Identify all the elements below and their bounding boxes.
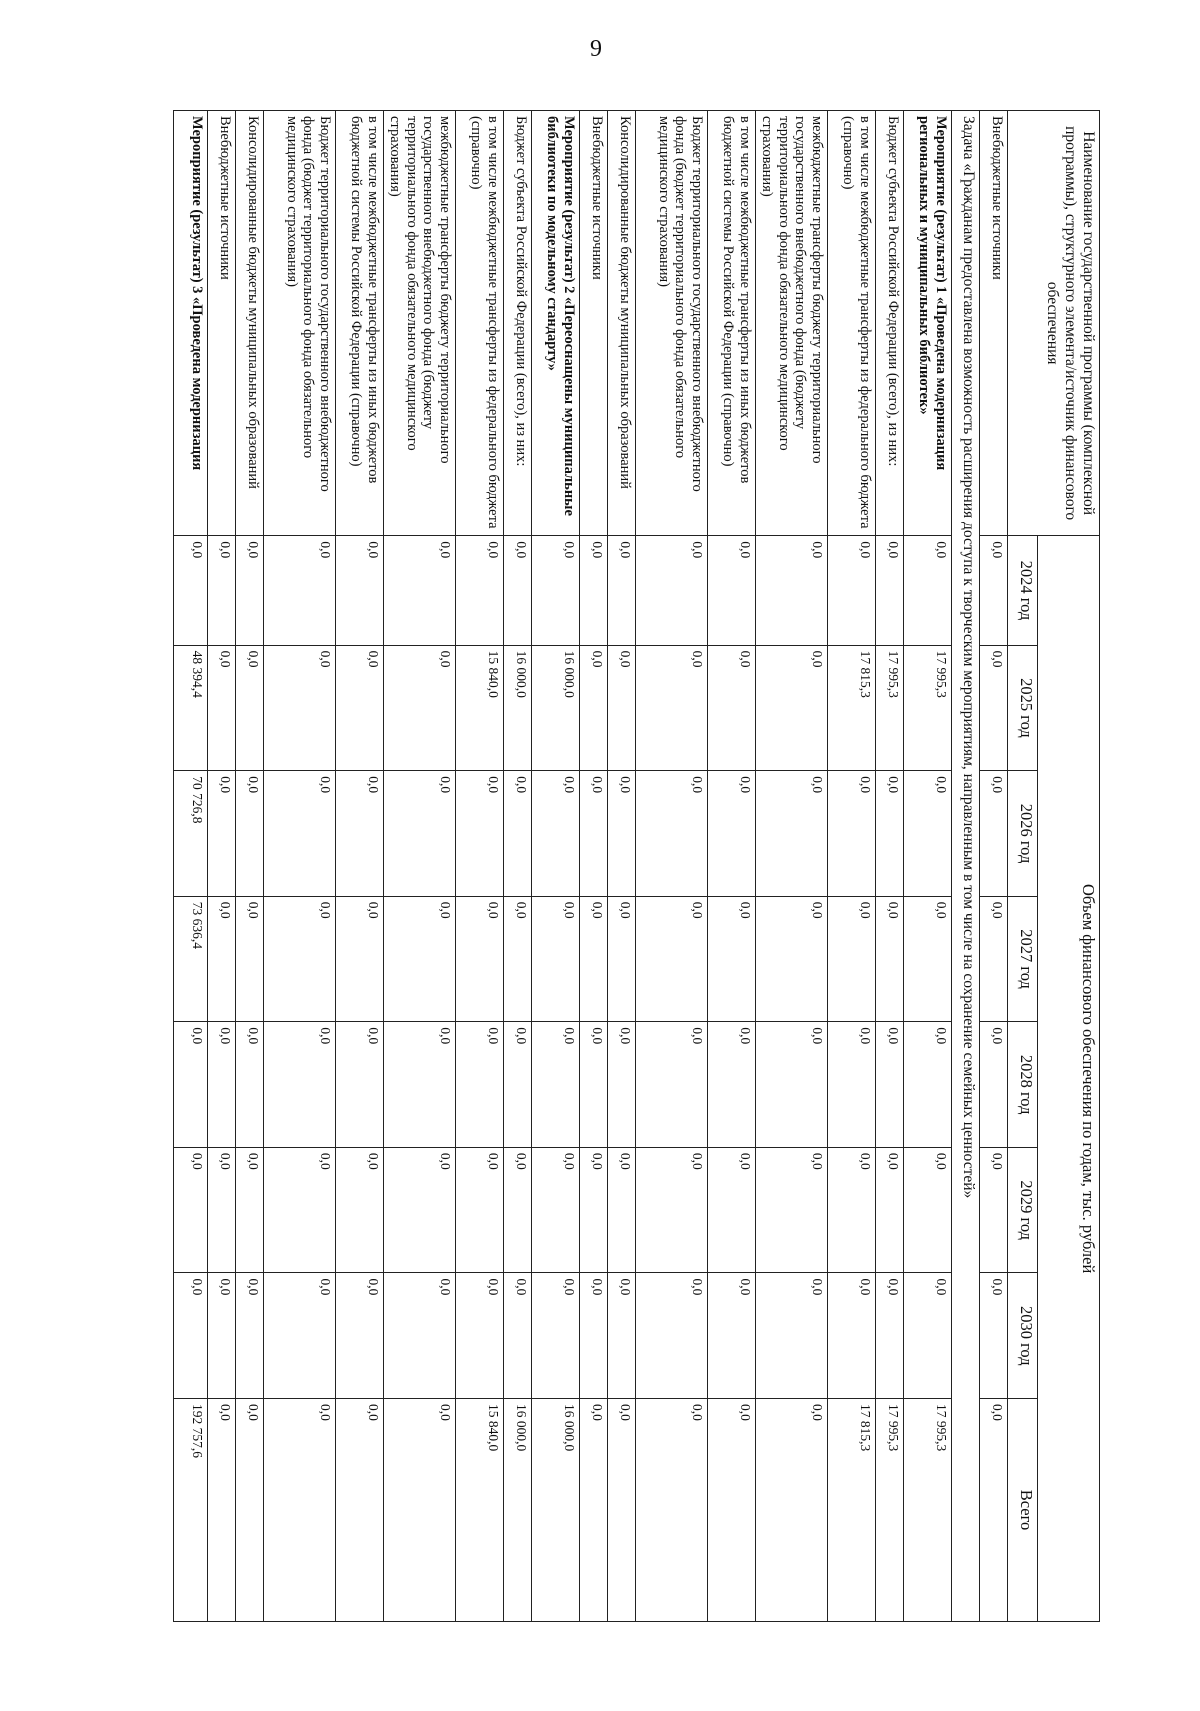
value-cell: 0,0 (980, 1273, 1008, 1399)
value-cell: 0,0 (236, 771, 264, 897)
value-cell: 0,0 (828, 1273, 876, 1399)
value-cell: 0,0 (384, 1273, 456, 1399)
value-cell: 0,0 (208, 1273, 236, 1399)
value-cell: 0,0 (608, 896, 636, 1022)
table-row (336, 111, 384, 1622)
value-cell: 0,0 (708, 1022, 756, 1148)
value-cell: 0,0 (708, 1147, 756, 1273)
header-year: 2026 год (1008, 771, 1038, 897)
row-label: межбюджетные трансферты бюджету территориального государственного внебюджетного фонда (бюджету территориального фонда обязательного медицинского страхования) (756, 111, 828, 536)
value-cell: 0,0 (876, 536, 904, 645)
task-row-label: Задача «Гражданам предоставлена возможность расширения доступа к творческим мероприятиям, направленным в том числе на сохранение семейных ценностей» (952, 111, 980, 1622)
value-cell: 0,0 (580, 1022, 608, 1148)
value-cell: 0,0 (264, 1147, 336, 1273)
value-cell: 0,0 (608, 1399, 636, 1622)
value-cell: 0,0 (708, 771, 756, 897)
table-row (456, 111, 504, 1622)
value-cell: 0,0 (208, 536, 236, 645)
value-cell: 0,0 (636, 771, 708, 897)
table-row (636, 111, 708, 1622)
value-cell: 0,0 (828, 771, 876, 897)
value-cell: 0,0 (904, 1147, 952, 1273)
value-cell: 17 995,3 (904, 1399, 952, 1622)
value-cell: 0,0 (532, 896, 580, 1022)
value-cell: 0,0 (580, 645, 608, 771)
value-cell: 0,0 (828, 896, 876, 1022)
value-cell: 0,0 (174, 536, 208, 645)
value-cell: 0,0 (336, 1022, 384, 1148)
value-cell: 0,0 (980, 1399, 1008, 1622)
table-row (876, 111, 904, 1622)
value-cell: 16 000,0 (532, 645, 580, 771)
value-cell: 0,0 (904, 536, 952, 645)
value-cell: 0,0 (636, 536, 708, 645)
value-cell: 0,0 (532, 1147, 580, 1273)
value-cell: 0,0 (708, 536, 756, 645)
value-cell: 0,0 (708, 1273, 756, 1399)
table-row (756, 111, 828, 1622)
value-cell: 0,0 (980, 1022, 1008, 1148)
row-label: Бюджет территориального государственного внебюджетного фонда (бюджет территориального фонда обязательного медицинского страхования) (264, 111, 336, 536)
financing-table (173, 110, 1100, 1622)
value-cell: 0,0 (208, 771, 236, 897)
value-cell: 0,0 (336, 1273, 384, 1399)
value-cell: 0,0 (236, 896, 264, 1022)
value-cell: 0,0 (980, 896, 1008, 1022)
value-cell: 0,0 (532, 536, 580, 645)
value-cell: 0,0 (208, 1399, 236, 1622)
row-label: Мероприятие (результат) 3 «Проведена модернизация (174, 111, 208, 536)
value-cell: 0,0 (384, 1147, 456, 1273)
row-label: Внебюджетные источники (980, 111, 1008, 536)
value-cell: 0,0 (236, 645, 264, 771)
value-cell: 0,0 (504, 771, 532, 897)
value-cell: 0,0 (904, 771, 952, 897)
value-cell: 0,0 (336, 1147, 384, 1273)
value-cell: 0,0 (608, 1022, 636, 1148)
value-cell: 0,0 (336, 536, 384, 645)
value-cell: 0,0 (264, 896, 336, 1022)
value-cell: 0,0 (756, 645, 828, 771)
value-cell: 0,0 (636, 1273, 708, 1399)
value-cell: 0,0 (236, 1273, 264, 1399)
value-cell: 0,0 (504, 1022, 532, 1148)
value-cell: 0,0 (756, 896, 828, 1022)
value-cell: 0,0 (456, 1022, 504, 1148)
value-cell: 0,0 (456, 771, 504, 897)
header-year: 2025 год (1008, 645, 1038, 771)
value-cell: 0,0 (532, 1022, 580, 1148)
value-cell: 0,0 (876, 1022, 904, 1148)
value-cell: 17 995,3 (904, 645, 952, 771)
table-row (708, 111, 756, 1622)
value-cell: 0,0 (456, 1147, 504, 1273)
row-label: Внебюджетные источники (208, 111, 236, 536)
value-cell: 0,0 (636, 1147, 708, 1273)
row-label: в том числе межбюджетные трансферты из иных бюджетов бюджетной системы Российской Федерации (справочно) (336, 111, 384, 536)
value-cell: 15 840,0 (456, 645, 504, 771)
value-cell: 0,0 (980, 536, 1008, 645)
table-row (580, 111, 608, 1622)
value-cell: 0,0 (236, 1399, 264, 1622)
value-cell: 0,0 (532, 1273, 580, 1399)
value-cell: 0,0 (756, 1399, 828, 1622)
value-cell: 0,0 (384, 1022, 456, 1148)
value-cell: 0,0 (384, 771, 456, 897)
value-cell: 70 726,8 (174, 771, 208, 897)
value-cell: 0,0 (504, 1147, 532, 1273)
value-cell: 0,0 (876, 896, 904, 1022)
table-row (236, 111, 264, 1622)
page-number: 9 (590, 36, 602, 62)
value-cell: 0,0 (504, 1273, 532, 1399)
value-cell: 16 000,0 (504, 1399, 532, 1622)
value-cell: 192 757,6 (174, 1399, 208, 1622)
header-year: 2028 год (1008, 1022, 1038, 1148)
value-cell: 16 000,0 (532, 1399, 580, 1622)
row-label: Бюджет территориального государственного внебюджетного фонда (бюджет территориального фонда обязательного медицинского страхования) (636, 111, 708, 536)
table-row (952, 111, 980, 1622)
value-cell: 0,0 (828, 1022, 876, 1148)
value-cell: 0,0 (236, 1022, 264, 1148)
value-cell: 0,0 (904, 896, 952, 1022)
value-cell: 0,0 (236, 536, 264, 645)
table-row (980, 111, 1008, 1622)
table-row (208, 111, 236, 1622)
row-label: Консолидированные бюджеты муниципальных образований (608, 111, 636, 536)
row-label: в том числе межбюджетные трансферты из федерального бюджета (справочно) (828, 111, 876, 536)
value-cell: 0,0 (708, 896, 756, 1022)
value-cell: 48 394,4 (174, 645, 208, 771)
value-cell: 0,0 (336, 645, 384, 771)
value-cell: 0,0 (756, 771, 828, 897)
value-cell: 0,0 (264, 1399, 336, 1622)
value-cell: 0,0 (580, 771, 608, 897)
value-cell: 0,0 (174, 1273, 208, 1399)
value-cell: 17 995,3 (876, 645, 904, 771)
value-cell: 0,0 (608, 771, 636, 897)
header-year: 2027 год (1008, 896, 1038, 1022)
header-year: Всего (1008, 1399, 1038, 1622)
value-cell: 0,0 (608, 1147, 636, 1273)
value-cell: 17 815,3 (828, 645, 876, 771)
value-cell: 0,0 (384, 536, 456, 645)
rotated-page-content (188, 110, 1100, 1622)
value-cell: 0,0 (828, 536, 876, 645)
table-row (608, 111, 636, 1622)
row-label: Консолидированные бюджеты муниципальных образований (236, 111, 264, 536)
value-cell: 0,0 (708, 645, 756, 771)
value-cell: 0,0 (336, 1399, 384, 1622)
value-cell: 0,0 (828, 1147, 876, 1273)
value-cell: 17 815,3 (828, 1399, 876, 1622)
value-cell: 0,0 (174, 1022, 208, 1148)
value-cell: 0,0 (636, 645, 708, 771)
row-label: в том числе межбюджетные трансферты из федерального бюджета (справочно) (456, 111, 504, 536)
value-cell: 0,0 (608, 645, 636, 771)
row-label: Мероприятие (результат) 2 «Переоснащены муниципальные библиотеки по модельному стандарту» (532, 111, 580, 536)
row-label: Мероприятие (результат) 1 «Проведена модернизация региональных и муниципальных библиотек» (904, 111, 952, 536)
value-cell: 0,0 (636, 1399, 708, 1622)
value-cell: 0,0 (456, 896, 504, 1022)
value-cell: 0,0 (264, 771, 336, 897)
value-cell: 0,0 (580, 1399, 608, 1622)
value-cell: 0,0 (208, 645, 236, 771)
row-label: Бюджет субъекта Российской Федерации (всего), из них: (876, 111, 904, 536)
value-cell: 0,0 (904, 1273, 952, 1399)
header-year: 2030 год (1008, 1273, 1038, 1399)
value-cell: 0,0 (904, 1022, 952, 1148)
value-cell: 0,0 (336, 771, 384, 897)
value-cell: 0,0 (384, 645, 456, 771)
value-cell: 16 000,0 (504, 645, 532, 771)
value-cell: 0,0 (336, 896, 384, 1022)
value-cell: 0,0 (384, 896, 456, 1022)
row-label: Бюджет субъекта Российской Федерации (всего), из них: (504, 111, 532, 536)
value-cell: 0,0 (608, 536, 636, 645)
table-row (384, 111, 456, 1622)
table-row (828, 111, 876, 1622)
value-cell: 0,0 (580, 536, 608, 645)
value-cell: 0,0 (456, 1273, 504, 1399)
value-cell: 0,0 (580, 896, 608, 1022)
value-cell: 0,0 (756, 1147, 828, 1273)
row-label: межбюджетные трансферты бюджету территориального государственного внебюджетного фонда (бюджету территориального фонда обязательного медицинского страхования) (384, 111, 456, 536)
table-row (174, 111, 208, 1622)
value-cell: 73 636,4 (174, 896, 208, 1022)
header-volume: Объем финансового обеспечения по годам, тыс. рублей (1038, 536, 1100, 1622)
value-cell: 0,0 (636, 1022, 708, 1148)
value-cell: 0,0 (456, 536, 504, 645)
value-cell: 0,0 (384, 1399, 456, 1622)
value-cell: 0,0 (876, 1147, 904, 1273)
value-cell: 0,0 (980, 771, 1008, 897)
value-cell: 0,0 (980, 645, 1008, 771)
value-cell: 0,0 (264, 1022, 336, 1148)
header-name-column: Наименование государственной программы (комплексной программы), структурного элемента/источник финансового обеспечения (1008, 111, 1100, 536)
value-cell: 0,0 (708, 1399, 756, 1622)
value-cell: 0,0 (756, 1273, 828, 1399)
value-cell: 0,0 (174, 1147, 208, 1273)
value-cell: 0,0 (876, 771, 904, 897)
value-cell: 0,0 (876, 1273, 904, 1399)
value-cell: 0,0 (236, 1147, 264, 1273)
value-cell: 0,0 (580, 1273, 608, 1399)
row-label: в том числе межбюджетные трансферты из иных бюджетов бюджетной системы Российской Федерации (справочно) (708, 111, 756, 536)
table-row (532, 111, 580, 1622)
value-cell: 0,0 (208, 896, 236, 1022)
value-cell: 0,0 (580, 1147, 608, 1273)
value-cell: 0,0 (636, 896, 708, 1022)
value-cell: 0,0 (980, 1147, 1008, 1273)
value-cell: 0,0 (504, 536, 532, 645)
header-year: 2029 год (1008, 1147, 1038, 1273)
table-row (264, 111, 336, 1622)
value-cell: 15 840,0 (456, 1399, 504, 1622)
value-cell: 0,0 (756, 536, 828, 645)
value-cell: 0,0 (532, 771, 580, 897)
value-cell: 17 995,3 (876, 1399, 904, 1622)
value-cell: 0,0 (264, 645, 336, 771)
value-cell: 0,0 (208, 1022, 236, 1148)
row-label: Внебюджетные источники (580, 111, 608, 536)
header-year: 2024 год (1008, 536, 1038, 645)
value-cell: 0,0 (756, 1022, 828, 1148)
table-row (904, 111, 952, 1622)
value-cell: 0,0 (264, 1273, 336, 1399)
value-cell: 0,0 (504, 896, 532, 1022)
value-cell: 0,0 (608, 1273, 636, 1399)
value-cell: 0,0 (264, 536, 336, 645)
value-cell: 0,0 (208, 1147, 236, 1273)
table-row (504, 111, 532, 1622)
